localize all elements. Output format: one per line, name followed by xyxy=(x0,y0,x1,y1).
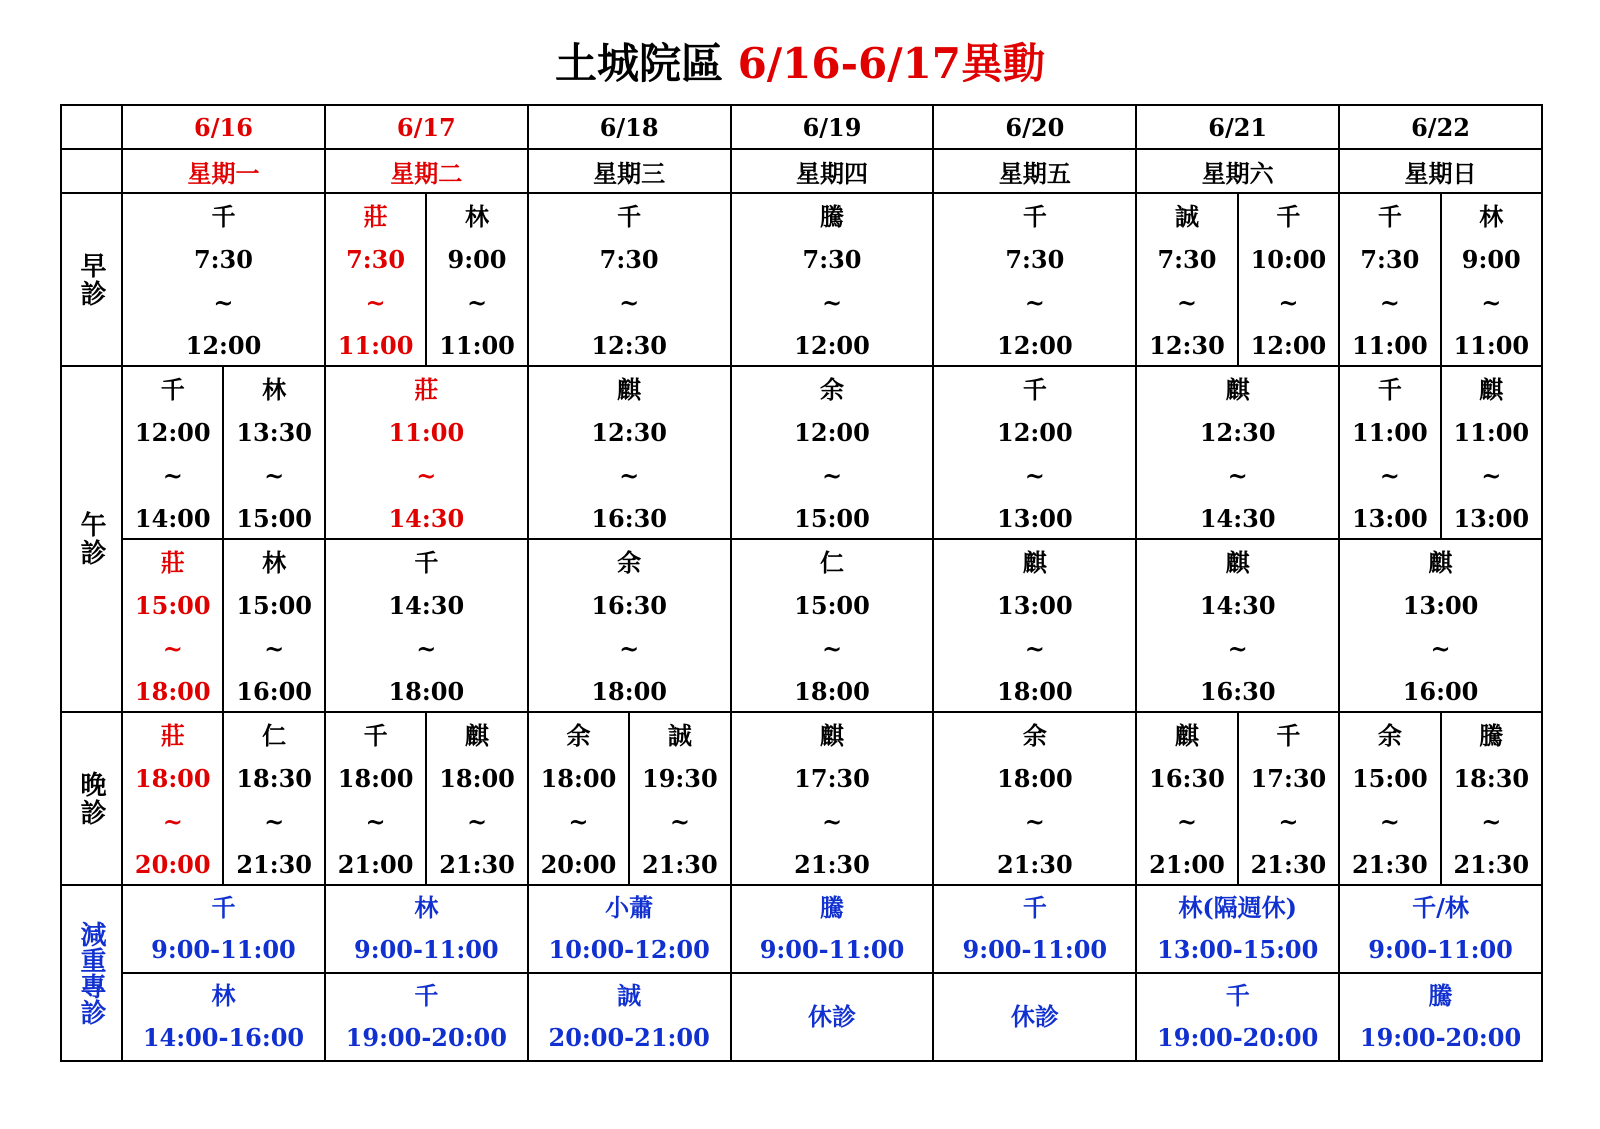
start-time: 13:30 xyxy=(236,418,312,447)
tilde: ~ xyxy=(466,288,488,317)
start-time: 16:30 xyxy=(1149,764,1225,793)
schedule-slot xyxy=(122,539,223,712)
end-time: 20:00 xyxy=(540,850,617,879)
doctor-name: 余 xyxy=(1022,721,1047,750)
start-time: 12:30 xyxy=(1199,418,1276,447)
end-time: 18:00 xyxy=(591,677,667,706)
tilde: ~ xyxy=(1024,461,1045,490)
doctor-name: 莊 xyxy=(363,202,388,231)
schedule-slot xyxy=(933,539,1136,712)
doctor-name: 千 xyxy=(160,375,185,404)
weight-loss-slot xyxy=(1136,973,1339,1061)
corner-cell xyxy=(61,105,122,149)
schedule-slot xyxy=(731,712,934,885)
start-time: 7:30 xyxy=(1360,245,1420,274)
doctor-name: 千 xyxy=(1377,202,1402,231)
weekday-header: 星期二 xyxy=(325,149,528,193)
schedule-slot xyxy=(122,366,223,539)
start-time: 15:00 xyxy=(1351,764,1428,793)
tilde: ~ xyxy=(1379,461,1400,490)
schedule-slot xyxy=(1441,712,1542,885)
end-time: 21:30 xyxy=(794,850,870,879)
end-time: 16:30 xyxy=(1199,677,1276,706)
tilde: ~ xyxy=(1227,461,1248,490)
doctor-name: 林 xyxy=(211,981,236,1010)
doctor-name: 仁 xyxy=(262,721,287,750)
schedule-slot xyxy=(1136,712,1237,885)
doctor-name: 余 xyxy=(566,721,591,750)
tilde: ~ xyxy=(1176,288,1198,317)
date-header: 6/20 xyxy=(933,105,1136,149)
end-time: 11:00 xyxy=(1351,331,1428,360)
doctor-name: 千 xyxy=(1022,893,1047,922)
title-branch: 土城院區 xyxy=(554,39,723,88)
session-label-cell xyxy=(61,885,122,1061)
start-time: 15:00 xyxy=(794,591,870,620)
afternoon-row-1 xyxy=(61,366,1542,539)
start-time: 18:30 xyxy=(1453,764,1530,793)
weight-loss-slot xyxy=(1136,885,1339,973)
weight-loss-slot xyxy=(528,885,731,973)
tilde: ~ xyxy=(1430,634,1451,663)
start-time: 17:30 xyxy=(794,764,870,793)
end-time: 21:00 xyxy=(337,850,414,879)
schedule-slot xyxy=(223,366,324,539)
schedule-slot xyxy=(426,712,527,885)
end-time: 13:00 xyxy=(1351,504,1428,533)
tilde: ~ xyxy=(264,634,285,663)
doctor-name: 誠 xyxy=(617,981,642,1010)
doctor-name: 千/林 xyxy=(1412,893,1469,922)
page-title xyxy=(0,34,1600,94)
start-time: 11:00 xyxy=(1351,418,1428,447)
session-label-morning: 早診 xyxy=(76,251,107,308)
schedule-slot xyxy=(1238,193,1339,366)
start-time: 18:00 xyxy=(540,764,617,793)
doctor-name: 千 xyxy=(1225,981,1250,1010)
schedule-slot xyxy=(1441,193,1542,366)
schedule-slot xyxy=(325,539,528,712)
doctor-name: 麒 xyxy=(1225,375,1250,404)
tilde: ~ xyxy=(1481,807,1502,836)
date-header: 6/18 xyxy=(528,105,731,149)
schedule-table xyxy=(60,104,1543,1062)
doctor-name: 小蕭 xyxy=(605,893,654,922)
end-time: 21:30 xyxy=(1351,850,1428,879)
closed-label: 休診 xyxy=(1010,1002,1059,1031)
doctor-name: 千 xyxy=(363,721,388,750)
date-header: 6/22 xyxy=(1339,105,1542,149)
tilde: ~ xyxy=(1176,807,1198,836)
schedule-slot xyxy=(426,193,527,366)
doctor-name: 麒 xyxy=(1225,548,1250,577)
doctor-name: 仁 xyxy=(820,548,844,577)
weekday-header: 星期日 xyxy=(1339,149,1542,193)
start-time: 9:00 xyxy=(447,245,507,274)
start-time: 9:00 xyxy=(1461,245,1521,274)
schedule-slot xyxy=(731,193,934,366)
start-time: 13:00 xyxy=(997,591,1073,620)
morning-row xyxy=(61,193,1542,366)
start-time: 19:30 xyxy=(642,764,718,793)
schedule-slot xyxy=(1339,193,1440,366)
time-range: 19:00-20:00 xyxy=(1157,1023,1319,1052)
weight-loss-slot xyxy=(528,973,731,1061)
weekday-row xyxy=(61,149,1542,193)
end-time: 15:00 xyxy=(794,504,870,533)
start-time: 7:30 xyxy=(1005,245,1065,274)
tilde: ~ xyxy=(821,807,843,836)
doctor-name: 林 xyxy=(262,375,287,404)
closed-label: 休診 xyxy=(808,1002,856,1031)
schedule-slot xyxy=(933,712,1136,885)
start-time: 12:00 xyxy=(794,418,870,447)
doctor-name: 余 xyxy=(617,548,642,577)
doctor-name: 林 xyxy=(262,548,287,577)
weight-loss-row-1 xyxy=(61,885,1542,973)
doctor-name: 麒 xyxy=(465,721,490,750)
doctor-name: 林 xyxy=(1479,202,1504,231)
tilde: ~ xyxy=(1024,634,1045,663)
doctor-name: 千 xyxy=(617,202,642,231)
weight-loss-row-2 xyxy=(61,973,1542,1061)
session-label-weight-loss: 減重專診 xyxy=(76,921,107,1025)
tilde: ~ xyxy=(466,807,488,836)
doctor-name: 麒 xyxy=(1479,375,1504,404)
doctor-name: 余 xyxy=(1377,721,1402,750)
time-range: 9:00-11:00 xyxy=(759,935,905,964)
start-time: 13:00 xyxy=(1402,591,1479,620)
doctor-name: 騰 xyxy=(1428,981,1453,1010)
doctor-name: 林(隔週休) xyxy=(1178,893,1298,922)
start-time: 18:00 xyxy=(997,764,1073,793)
tilde: ~ xyxy=(162,634,183,663)
tilde: ~ xyxy=(213,288,234,317)
end-time: 12:30 xyxy=(1149,331,1225,360)
schedule-slot xyxy=(1238,712,1339,885)
doctor-name: 千 xyxy=(414,981,439,1010)
start-time: 7:30 xyxy=(1157,245,1217,274)
schedule-slot xyxy=(325,366,528,539)
tilde: ~ xyxy=(1481,461,1502,490)
date-row xyxy=(61,105,1542,149)
start-time: 18:30 xyxy=(236,764,312,793)
corner-cell xyxy=(61,149,122,193)
weekday-header: 星期四 xyxy=(731,149,934,193)
session-label-evening: 晚診 xyxy=(76,770,107,827)
tilde: ~ xyxy=(821,634,843,663)
end-time: 21:00 xyxy=(1149,850,1225,879)
start-time: 12:30 xyxy=(591,418,667,447)
end-time: 18:00 xyxy=(794,677,870,706)
time-range: 19:00-20:00 xyxy=(1359,1023,1522,1052)
doctor-name: 千 xyxy=(1022,375,1047,404)
start-time: 11:00 xyxy=(388,418,465,447)
end-time: 21:30 xyxy=(1250,850,1327,879)
start-time: 10:00 xyxy=(1250,245,1327,274)
end-time: 21:30 xyxy=(439,850,515,879)
tilde: ~ xyxy=(264,461,285,490)
weight-loss-slot xyxy=(122,973,325,1061)
end-time: 21:30 xyxy=(236,850,312,879)
start-time: 18:00 xyxy=(337,764,414,793)
end-time: 14:00 xyxy=(134,504,211,533)
doctor-name: 千 xyxy=(1022,202,1047,231)
start-time: 14:30 xyxy=(1199,591,1276,620)
doctor-name: 千 xyxy=(211,202,236,231)
weight-loss-slot xyxy=(933,885,1136,973)
time-range: 9:00-11:00 xyxy=(354,935,499,964)
schedule-slot xyxy=(325,712,426,885)
date-header: 6/19 xyxy=(731,105,934,149)
schedule-slot xyxy=(1339,539,1542,712)
tilde: ~ xyxy=(1379,288,1400,317)
session-label-cell xyxy=(61,366,122,712)
doctor-name: 誠 xyxy=(667,721,692,750)
schedule-slot xyxy=(1136,193,1237,366)
start-time: 7:30 xyxy=(346,245,406,274)
doctor-name: 騰 xyxy=(820,893,844,922)
doctor-name: 千 xyxy=(1276,721,1301,750)
doctor-name: 麒 xyxy=(1174,721,1199,750)
doctor-name: 林 xyxy=(465,202,490,231)
tilde: ~ xyxy=(264,807,285,836)
weight-loss-slot xyxy=(731,885,934,973)
doctor-name: 千 xyxy=(414,548,439,577)
time-range: 19:00-20:00 xyxy=(345,1023,507,1052)
title-change-range: 6/16-6/17異動 xyxy=(737,39,1046,88)
schedule-slot xyxy=(223,712,324,885)
schedule-slot xyxy=(122,712,223,885)
doctor-name: 余 xyxy=(820,375,844,404)
schedule-slot xyxy=(1339,712,1440,885)
tilde: ~ xyxy=(1227,634,1248,663)
end-time: 15:00 xyxy=(236,504,312,533)
doctor-name: 莊 xyxy=(414,375,439,404)
evening-row xyxy=(61,712,1542,885)
end-time: 18:00 xyxy=(388,677,465,706)
doctor-name: 麒 xyxy=(1428,548,1453,577)
date-header: 6/21 xyxy=(1136,105,1339,149)
end-time: 21:30 xyxy=(1453,850,1530,879)
end-time: 18:00 xyxy=(997,677,1073,706)
schedule-slot xyxy=(933,366,1136,539)
schedule-slot xyxy=(1441,366,1542,539)
time-range: 20:00-21:00 xyxy=(548,1023,710,1052)
date-header: 6/16 xyxy=(122,105,325,149)
end-time: 12:30 xyxy=(591,331,667,360)
schedule-slot xyxy=(528,193,731,366)
end-time: 14:30 xyxy=(388,504,465,533)
afternoon-row-2 xyxy=(61,539,1542,712)
tilde: ~ xyxy=(821,461,843,490)
end-time: 13:00 xyxy=(1453,504,1530,533)
tilde: ~ xyxy=(619,634,640,663)
end-time: 14:30 xyxy=(1199,504,1276,533)
end-time: 12:00 xyxy=(185,331,262,360)
schedule-slot xyxy=(1136,366,1339,539)
end-time: 16:30 xyxy=(591,504,667,533)
tilde: ~ xyxy=(1481,288,1502,317)
end-time: 21:30 xyxy=(642,850,718,879)
session-label-cell xyxy=(61,193,122,366)
start-time: 12:00 xyxy=(997,418,1073,447)
tilde: ~ xyxy=(365,807,386,836)
weight-loss-slot xyxy=(1339,973,1542,1061)
tilde: ~ xyxy=(821,288,843,317)
end-time: 12:00 xyxy=(997,331,1073,360)
schedule-slot xyxy=(325,193,426,366)
end-time: 16:00 xyxy=(236,677,312,706)
time-range: 9:00-11:00 xyxy=(151,935,296,964)
doctor-name: 騰 xyxy=(820,202,844,231)
doctor-name: 莊 xyxy=(160,721,185,750)
schedule-slot xyxy=(1136,539,1339,712)
weekday-header: 星期六 xyxy=(1136,149,1339,193)
end-time: 11:00 xyxy=(337,331,414,360)
schedule-slot xyxy=(731,539,934,712)
end-time: 11:00 xyxy=(439,331,515,360)
start-time: 18:00 xyxy=(439,764,515,793)
start-time: 17:30 xyxy=(1250,764,1327,793)
schedule-slot xyxy=(528,539,731,712)
start-time: 11:00 xyxy=(1453,418,1530,447)
weight-loss-slot xyxy=(1339,885,1542,973)
start-time: 14:30 xyxy=(388,591,465,620)
schedule-slot xyxy=(933,193,1136,366)
schedule-slot xyxy=(731,366,934,539)
doctor-name: 麒 xyxy=(820,721,844,750)
doctor-name: 林 xyxy=(414,893,439,922)
weight-loss-slot xyxy=(731,973,934,1061)
end-time: 12:00 xyxy=(794,331,870,360)
doctor-name: 誠 xyxy=(1174,202,1199,231)
start-time: 16:30 xyxy=(591,591,667,620)
tilde: ~ xyxy=(416,461,437,490)
weekday-header: 星期五 xyxy=(933,149,1136,193)
schedule-slot xyxy=(528,366,731,539)
end-time: 13:00 xyxy=(997,504,1073,533)
end-time: 18:00 xyxy=(134,677,211,706)
end-time: 20:00 xyxy=(134,850,211,879)
tilde: ~ xyxy=(568,807,589,836)
doctor-name: 千 xyxy=(1377,375,1402,404)
tilde: ~ xyxy=(1278,807,1299,836)
tilde: ~ xyxy=(416,634,437,663)
doctor-name: 麒 xyxy=(1022,548,1047,577)
tilde: ~ xyxy=(619,461,640,490)
time-range: 9:00-11:00 xyxy=(1368,935,1513,964)
doctor-name: 莊 xyxy=(160,548,185,577)
start-time: 15:00 xyxy=(236,591,312,620)
schedule-slot xyxy=(528,712,629,885)
tilde: ~ xyxy=(1379,807,1400,836)
tilde: ~ xyxy=(162,461,183,490)
session-label-afternoon: 午診 xyxy=(76,511,107,567)
weight-loss-slot xyxy=(122,885,325,973)
start-time: 7:30 xyxy=(193,245,253,274)
schedule-slot xyxy=(223,539,324,712)
tilde: ~ xyxy=(162,807,183,836)
doctor-name: 千 xyxy=(1276,202,1301,231)
start-time: 18:00 xyxy=(134,764,211,793)
tilde: ~ xyxy=(619,288,640,317)
start-time: 7:30 xyxy=(802,245,862,274)
end-time: 12:00 xyxy=(1250,331,1327,360)
schedule-slot xyxy=(629,712,730,885)
doctor-name: 麒 xyxy=(617,375,642,404)
time-range: 14:00-16:00 xyxy=(142,1023,305,1052)
doctor-name: 騰 xyxy=(1479,721,1504,750)
tilde: ~ xyxy=(1024,288,1045,317)
start-time: 15:00 xyxy=(134,591,211,620)
weight-loss-slot xyxy=(325,885,528,973)
date-header: 6/17 xyxy=(325,105,528,149)
weekday-header: 星期三 xyxy=(528,149,731,193)
schedule-slot xyxy=(122,193,325,366)
start-time: 7:30 xyxy=(599,245,659,274)
time-range: 10:00-12:00 xyxy=(548,935,710,964)
session-label-cell xyxy=(61,712,122,885)
tilde: ~ xyxy=(1024,807,1045,836)
end-time: 16:00 xyxy=(1402,677,1479,706)
doctor-name: 千 xyxy=(211,893,236,922)
weight-loss-slot xyxy=(933,973,1136,1061)
time-range: 13:00-15:00 xyxy=(1157,935,1319,964)
schedule-slot xyxy=(1339,366,1440,539)
tilde: ~ xyxy=(365,288,386,317)
weight-loss-slot xyxy=(325,973,528,1061)
time-range: 9:00-11:00 xyxy=(962,935,1108,964)
weekday-header: 星期一 xyxy=(122,149,325,193)
end-time: 21:30 xyxy=(997,850,1073,879)
tilde: ~ xyxy=(1278,288,1299,317)
tilde: ~ xyxy=(669,807,690,836)
end-time: 11:00 xyxy=(1453,331,1530,360)
start-time: 12:00 xyxy=(134,418,211,447)
